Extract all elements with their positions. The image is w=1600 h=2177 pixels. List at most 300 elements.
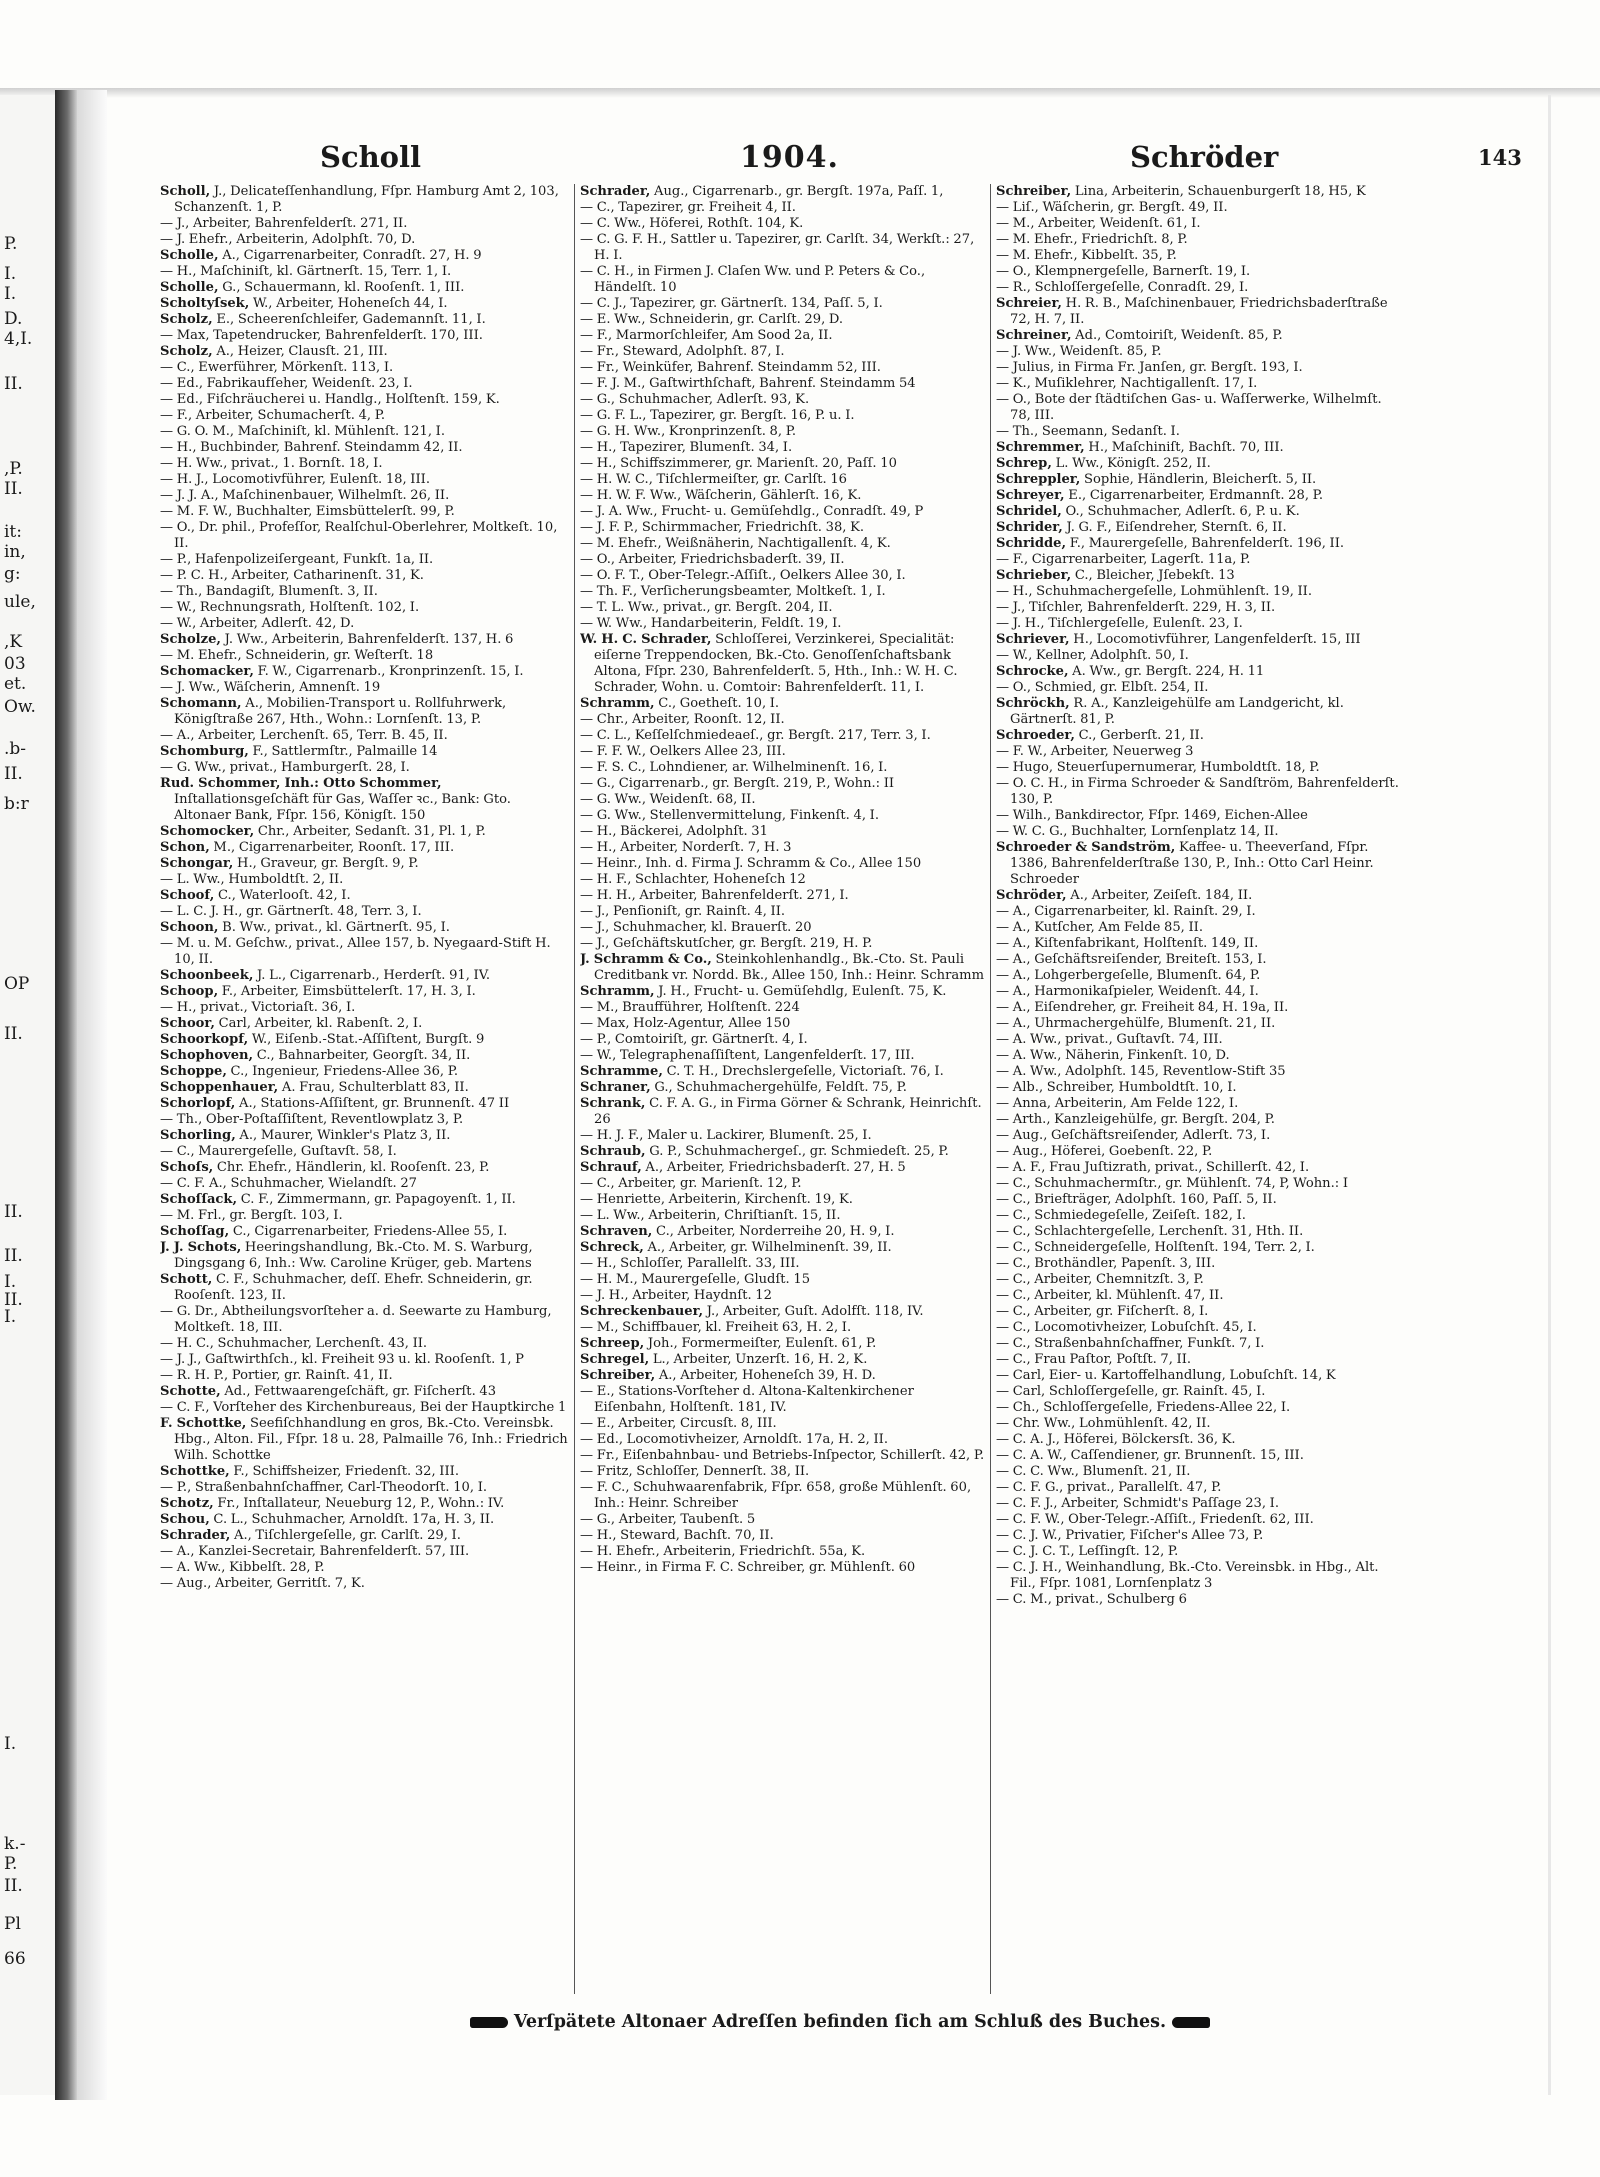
directory-entry xyxy=(580,856,988,872)
directory-entry xyxy=(580,920,988,936)
entry-details: — Wilh., Bankdirector, Fſpr. 1469, Eichen-Allee xyxy=(996,808,1308,823)
entry-details: — A., Uhrmachergehülfe, Blumenſt. 21, II. xyxy=(996,1016,1276,1031)
pointing-hand-icon xyxy=(1172,2017,1210,2028)
directory-entry xyxy=(580,376,988,392)
entry-details: — H., Schloſſer, Parallelſt. 33, III. xyxy=(580,1256,800,1271)
entry-details: Heeringshandlung, Bk.-Cto. M. S. Warburg, Dingsgang 6, Inh.: Ww. Caroline Krüger, geb. Martens xyxy=(174,1240,533,1271)
directory-entry xyxy=(996,920,1406,936)
directory-entry xyxy=(160,1096,568,1112)
directory-entry xyxy=(996,200,1406,216)
entry-details: — A. Ww., Näherin, Finkenſt. 10, D. xyxy=(996,1048,1230,1063)
entry-details: J. G. F., Eiſendreher, Sternſt. 6, II. xyxy=(1062,520,1287,535)
directory-entry xyxy=(996,216,1406,232)
left-page-fragment: P. xyxy=(4,1854,18,1874)
directory-entry xyxy=(160,472,568,488)
entry-details: — G., Cigarrenarb., gr. Bergſt. 219, P., Wohn.: II xyxy=(580,776,895,791)
entry-name: Schreiber, xyxy=(996,184,1072,199)
entry-details: — Max, Tapetendrucker, Bahrenfelderſt. 170, III. xyxy=(160,328,483,343)
directory-entry xyxy=(996,808,1406,824)
directory-entry xyxy=(580,1464,988,1480)
entry-details: — Heinr., in Firma F. C. Schreiber, gr. Mühlenſt. 60 xyxy=(580,1560,916,1575)
entry-details: — H. W. C., Tiſchlermeiſter, gr. Carlſt. 16 xyxy=(580,472,848,487)
entry-details: — C. J. H., Weinhandlung, Bk.-Cto. Vereinsbk. in Hbg., Alt. Fil., Fſpr. 1081, Lornſenplatz 3 xyxy=(996,1560,1379,1591)
entry-details: — H., Schuhmachergeſelle, Lohmühlenſt. 19, II. xyxy=(996,584,1313,599)
entry-details: — C., Schneidergeſelle, Holſtenſt. 194, Terr. 2, I. xyxy=(996,1240,1315,1255)
directory-entry xyxy=(996,1080,1406,1096)
directory-column-3 xyxy=(996,184,1406,2004)
entry-details: — H. M., Maurergeſelle, Gludſt. 15 xyxy=(580,1272,811,1287)
directory-entry xyxy=(996,1304,1406,1320)
entry-name: Schröckh, xyxy=(996,696,1070,711)
entry-name: Schongar, xyxy=(160,856,234,871)
entry-details: — M. Ehefr., Schneiderin, gr. Weſterſt. 18 xyxy=(160,648,434,663)
entry-name: Schoon, xyxy=(160,920,219,935)
directory-entry xyxy=(160,1496,568,1512)
directory-entry xyxy=(996,616,1406,632)
directory-entry xyxy=(996,952,1406,968)
entry-details: — Th., Seemann, Sedanſt. I. xyxy=(996,424,1180,439)
entry-details: H., Graveur, gr. Bergſt. 9, P. xyxy=(233,856,419,871)
directory-entry xyxy=(580,1352,988,1368)
entry-details: — P., Straßenbahnſchaffner, Carl-Theodorſt. 10, I. xyxy=(160,1480,488,1495)
entry-details: — H. C., Schuhmacher, Lerchenſt. 43, II. xyxy=(160,1336,428,1351)
directory-entry xyxy=(996,968,1406,984)
directory-entry xyxy=(996,488,1406,504)
directory-entry xyxy=(580,1416,988,1432)
entry-name: J. J. Schots, xyxy=(160,1240,242,1255)
entry-details: Seefiſchhandlung en gros, Bk.-Cto. Vereinsbk. Hbg., Alton. Fil., Fſpr. 18 u. 28, Palmaille 76, Inh.: Friedrich Wilh. Schottke xyxy=(174,1416,568,1463)
entry-details: — C., Ewerführer, Mörkenſt. 113, I. xyxy=(160,360,394,375)
directory-entry xyxy=(996,1144,1406,1160)
directory-entry xyxy=(996,1272,1406,1288)
entry-details: F., Maurergeſelle, Bahrenfelderſt. 196, II. xyxy=(1066,536,1345,551)
entry-details: J. H., Frucht- u. Gemüſehdlg, Eulenſt. 75, K. xyxy=(654,984,947,999)
directory-entry xyxy=(996,1544,1406,1560)
directory-entry xyxy=(580,936,988,952)
directory-entry xyxy=(996,1000,1406,1016)
entry-name: Schridel, xyxy=(996,504,1062,519)
entry-details: — J. J., Gaſtwirthſch., kl. Freiheit 93 u. kl. Rooſenſt. 1, P xyxy=(160,1352,524,1367)
entry-details: — C., Tapezirer, gr. Freiheit 4, II. xyxy=(580,200,796,215)
entry-name: Schotz, xyxy=(160,1496,214,1511)
entry-details: — F. C., Schuhwaarenfabrik, Fſpr. 658, große Mühlenſt. 60, Inh.: Heinr. Schreiber xyxy=(580,1480,972,1511)
directory-entry xyxy=(580,1256,988,1272)
entry-details: — C. J. C. T., Leſſingſt. 12, P. xyxy=(996,1544,1179,1559)
entry-details: — C. M., privat., Schulberg 6 xyxy=(996,1592,1187,1607)
entry-details: C., Ingenieur, Friedens-Allee 36, P. xyxy=(226,1064,459,1079)
entry-details: H. R. B., Maſchinenbauer, Friedrichsbaderſtraße 72, H. 7, II. xyxy=(1010,296,1388,327)
entry-name: Scholl, xyxy=(160,184,211,199)
directory-entry xyxy=(580,872,988,888)
directory-entry xyxy=(160,296,568,312)
directory-entry xyxy=(160,584,568,600)
entry-details: — F. W., Arbeiter, Neuerweg 3 xyxy=(996,744,1194,759)
entry-details: — M. u. M. Geſchw., privat., Allee 157, b. Nyegaard-Stift H. 10, II. xyxy=(160,936,551,967)
directory-entry xyxy=(996,1432,1406,1448)
entry-name: F. Schottke, xyxy=(160,1416,247,1431)
directory-entry xyxy=(160,1368,568,1384)
entry-details: C. F. A. G., in Firma Görner & Schrank, Heinrichſt. 26 xyxy=(594,1096,982,1127)
entry-details: C. T. H., Drechslergeſelle, Victoriaſt. 76, I. xyxy=(662,1064,944,1079)
entry-details: — C. F., Vorſteher des Kirchenbureaus, Bei der Hauptkirche 1 xyxy=(160,1400,567,1415)
directory-entry xyxy=(580,328,988,344)
directory-entry xyxy=(580,952,988,984)
entry-details: — G., Schuhmacher, Adlerſt. 93, K. xyxy=(580,392,810,407)
entry-details: — A. Ww., privat., Guſtavſt. 74, III. xyxy=(996,1032,1223,1047)
entry-details: — A., Geſchäftsreiſender, Breiteſt. 153, I. xyxy=(996,952,1267,967)
directory-entry xyxy=(160,312,568,328)
entry-details: — C., Schmiedegeſelle, Zeiſeſt. 182, I. xyxy=(996,1208,1246,1223)
entry-details: — J. A. Ww., Frucht- u. Gemüſehdlg., Conradſt. 49, P xyxy=(580,504,924,519)
entry-details: — Anna, Arbeiterin, Am Felde 122, I. xyxy=(996,1096,1239,1111)
directory-entry xyxy=(580,1064,988,1080)
directory-entry xyxy=(160,1032,568,1048)
directory-entry xyxy=(996,1224,1406,1240)
entry-details: — Aug., Geſchäftsreiſender, Adlerſt. 73, I. xyxy=(996,1128,1271,1143)
directory-entry xyxy=(160,1192,568,1208)
directory-entry xyxy=(996,520,1406,536)
entry-name: J. Schramm & Co., xyxy=(580,952,712,967)
directory-entry xyxy=(160,1352,568,1368)
directory-entry xyxy=(996,1416,1406,1432)
directory-column-2 xyxy=(580,184,988,2004)
entry-details: A., Cigarrenarbeiter, Conradſt. 27, H. 9 xyxy=(218,248,482,263)
entry-name: W. H. C. Schrader, xyxy=(580,632,712,647)
entry-details: H., Maſchiniſt, Bachſt. 70, III. xyxy=(1084,440,1284,455)
entry-details: — A. Ww., Adolphſt. 145, Reventlow-Stift 35 xyxy=(996,1064,1286,1079)
entry-details: — M., Braufführer, Holſtenſt. 224 xyxy=(580,1000,800,1015)
entry-details: — P., Hafenpolizeiſergeant, Funkſt. 1a, II. xyxy=(160,552,434,567)
entry-details: — A., Kiſtenfabrikant, Holſtenſt. 149, II. xyxy=(996,936,1259,951)
directory-entry xyxy=(996,1592,1406,1608)
entry-name: Schoor, xyxy=(160,1016,215,1031)
entry-details: F., Schiffsheizer, Friedenſt. 32, III. xyxy=(229,1464,459,1479)
entry-name: Schramm, xyxy=(580,696,655,711)
entry-details: — C., Briefträger, Adolphſt. 160, Paſſ. 5, II. xyxy=(996,1192,1277,1207)
entry-details: Aug., Cigarrenarb., gr. Bergſt. 197a, Paſſ. 1, xyxy=(650,184,944,199)
directory-entry xyxy=(996,536,1406,552)
entry-details: — Chr. Ww., Lohmühlenſt. 42, II. xyxy=(996,1416,1211,1431)
directory-entry xyxy=(580,824,988,840)
entry-details: — F. F. W., Oelkers Allee 23, III. xyxy=(580,744,786,759)
entry-name: Schrader, xyxy=(580,184,651,199)
entry-name: Schriever, xyxy=(996,632,1070,647)
page-top-shadow xyxy=(0,88,1600,98)
entry-name: Schreiber, xyxy=(580,1368,656,1383)
entry-name: Schott, xyxy=(160,1272,213,1287)
entry-details: — C. F. W., Ober-Telegr.-Aſſiſt., Friedenſt. 62, III. xyxy=(996,1512,1314,1527)
directory-entry xyxy=(160,440,568,456)
directory-entry xyxy=(996,1128,1406,1144)
entry-details: — G. Dr., Abtheilungsvorſteher a. d. Seewarte zu Hamburg, Moltkeſt. 18, III. xyxy=(160,1304,552,1335)
directory-entry xyxy=(160,920,568,936)
left-page-fragment: II. xyxy=(4,1290,23,1310)
entry-details: Carl, Arbeiter, kl. Rabenſt. 2, I. xyxy=(214,1016,423,1031)
directory-entry xyxy=(580,1272,988,1288)
entry-details: Schloſſerei, Verzinkerei, Specialität: eiſerne Treppendocken, Bk.-Cto. Genoſſenſchaftsbank Altona, Fſpr. 230, Bahrenfelderſt. 5, Hth., Inh.: W. H. C. Schrader, Wohn. u. Comtoir: Bahrenfelderſt. 11, I. xyxy=(594,632,958,695)
entry-details: E., Scheerenſchleifer, Gademannſt. 11, I. xyxy=(212,312,486,327)
directory-entry xyxy=(160,264,568,280)
entry-details: — H., Arbeiter, Norderſt. 7, H. 3 xyxy=(580,840,792,855)
entry-details: — J., Schuhmacher, kl. Brauerſt. 20 xyxy=(580,920,812,935)
directory-entry xyxy=(996,1192,1406,1208)
entry-details: G. P., Schuhmachergeſ., gr. Schmiedeſt. 25, P. xyxy=(645,1144,949,1159)
entry-name: Scholze, xyxy=(160,632,221,647)
directory-entry xyxy=(160,360,568,376)
left-page-fragment: D. xyxy=(4,309,23,329)
entry-name: Schoop, xyxy=(160,984,219,999)
directory-entry xyxy=(580,1432,988,1448)
entry-details: — A., Harmonikaſpieler, Weidenſt. 44, I. xyxy=(996,984,1259,999)
entry-details: — Th. F., Verſicherungsbeamter, Moltkeſt. 1, I. xyxy=(580,584,886,599)
entry-name: Scholz, xyxy=(160,344,213,359)
directory-entry xyxy=(160,1240,568,1272)
entry-details: C., Gerberſt. 21, II. xyxy=(1074,728,1204,743)
directory-entry xyxy=(160,1480,568,1496)
entry-details: R. A., Kanzleigehülfe am Landgericht, kl. Gärtnerſt. 81, P. xyxy=(1010,696,1344,727)
directory-entry xyxy=(580,1528,988,1544)
entry-details: A., Maurer, Winkler's Platz 3, II. xyxy=(235,1128,451,1143)
left-page-fragment: P. xyxy=(4,234,18,254)
left-page-fragment: II. xyxy=(4,1246,23,1266)
entry-details: — C. F. G., privat., Parallelſt. 47, P. xyxy=(996,1480,1222,1495)
directory-entry xyxy=(996,824,1406,840)
column-rule xyxy=(574,184,575,1994)
entry-details: A., Arbeiter, Zeiſeſt. 184, II. xyxy=(1066,888,1253,903)
directory-entry xyxy=(160,1576,568,1592)
directory-entry xyxy=(996,664,1406,680)
entry-details: — Fr., Eiſenbahnbau- und Betriebs-Inſpector, Schillerſt. 42, P. xyxy=(580,1448,985,1463)
entry-name: Schroeder & Sandström, xyxy=(996,840,1176,855)
directory-entry xyxy=(580,1368,988,1384)
entry-details: — W., Telegraphenaſſiſtent, Langenfelderſt. 17, III. xyxy=(580,1048,915,1063)
entry-details: — Fr., Weinküfer, Bahrenf. Steindamm 52, III. xyxy=(580,360,881,375)
entry-name: Schrader, xyxy=(160,1528,231,1543)
directory-entry xyxy=(580,1224,988,1240)
directory-entry xyxy=(996,1464,1406,1480)
directory-entry xyxy=(160,888,568,904)
left-page-fragment: II. xyxy=(4,1876,23,1896)
entry-details: — Th., Bandagiſt, Blumenſt. 3, II. xyxy=(160,584,378,599)
directory-entry xyxy=(580,984,988,1000)
entry-name: Schrider, xyxy=(996,520,1063,535)
entry-details: Ad., Comtoiriſt, Weidenſt. 85, P. xyxy=(1071,328,1283,343)
entry-details: O., Schuhmacher, Adlerſt. 6, P. u. K. xyxy=(1061,504,1300,519)
directory-entry xyxy=(996,1288,1406,1304)
entry-details: A., Arbeiter, Friedrichsbaderſt. 27, H. 5 xyxy=(641,1160,906,1175)
directory-entry xyxy=(580,904,988,920)
left-page-fragment: 66 xyxy=(4,1949,26,1969)
entry-details: — J. Ww., Weidenſt. 85, P. xyxy=(996,344,1162,359)
entry-details: — A. Ww., Kibbelſt. 28, P. xyxy=(160,1560,325,1575)
directory-entry xyxy=(996,1240,1406,1256)
directory-entry xyxy=(160,1304,568,1336)
entry-details: — O. C. H., in Firma Schroeder & Sandſtröm, Bahrenfelderſt. 130, P. xyxy=(996,776,1399,807)
book-gutter-highlight xyxy=(77,90,107,2100)
footer-notice xyxy=(415,2012,1265,2032)
directory-entry xyxy=(160,872,568,888)
entry-details: — C. Ww., Höferei, Rothſt. 104, K. xyxy=(580,216,804,231)
entry-details: J. L., Cigarrenarb., Herderſt. 91, IV. xyxy=(253,968,491,983)
left-page-fragment: in, xyxy=(4,542,26,562)
directory-entry xyxy=(996,392,1406,424)
entry-name: Schraub, xyxy=(580,1144,646,1159)
directory-entry xyxy=(580,584,988,600)
header-first-name: Scholl xyxy=(320,140,422,174)
page-right-edge xyxy=(1548,95,1551,2095)
directory-entry xyxy=(580,1448,988,1464)
entry-name: Schrieber, xyxy=(996,568,1072,583)
directory-entry xyxy=(996,584,1406,600)
entry-name: Schomburg, xyxy=(160,744,249,759)
directory-entry xyxy=(160,1512,568,1528)
entry-details: — R., Schloſſergeſelle, Conradſt. 29, I. xyxy=(996,280,1249,295)
directory-entry xyxy=(996,744,1406,760)
directory-entry xyxy=(160,1400,568,1416)
entry-details: Inſtallationsgeſchäft für Gas, Waſſer ꝛc., Bank: Gto. Altonaer Bank, Fſpr. 156, Königſt. 150 xyxy=(174,792,511,823)
directory-entry xyxy=(160,1464,568,1480)
directory-entry xyxy=(996,1256,1406,1272)
entry-details: — E., Stations-Vorſteher d. Altona-Kaltenkirchener Eiſenbahn, Holſtenſt. 181, IV. xyxy=(580,1384,914,1415)
entry-details: — W., Arbeiter, Adlerſt. 42, D. xyxy=(160,616,355,631)
directory-entry xyxy=(996,728,1406,744)
directory-entry xyxy=(996,600,1406,616)
entry-details: — H. W. F. Ww., Wäſcherin, Gählerſt. 16, K. xyxy=(580,488,862,503)
directory-entry xyxy=(580,808,988,824)
directory-entry xyxy=(996,376,1406,392)
entry-details: — Aug., Arbeiter, Gerritſt. 7, K. xyxy=(160,1576,365,1591)
entry-details: — A., Lohgerbergeſelle, Blumenſt. 64, P. xyxy=(996,968,1261,983)
left-page-fragment: II. xyxy=(4,764,23,784)
directory-entry xyxy=(996,1336,1406,1352)
entry-details: A., Tiſchlergeſelle, gr. Carlſt. 29, I. xyxy=(230,1528,461,1543)
entry-details: C., Bahnarbeiter, Georgſt. 34, II. xyxy=(253,1048,471,1063)
entry-name: Schoppe, xyxy=(160,1064,227,1079)
directory-entry xyxy=(580,600,988,616)
directory-entry xyxy=(580,632,988,696)
directory-entry xyxy=(580,504,988,520)
entry-details: — C. A. J., Höferei, Bölckersſt. 36, K. xyxy=(996,1432,1236,1447)
directory-entry xyxy=(996,1208,1406,1224)
left-page-fragment: 03 xyxy=(4,654,26,674)
entry-details: C., Arbeiter, Norderreihe 20, H. 9, I. xyxy=(652,1224,895,1239)
directory-entry xyxy=(580,1512,988,1528)
entry-details: — Chr., Arbeiter, Roonſt. 12, II. xyxy=(580,712,785,727)
directory-entry xyxy=(160,600,568,616)
directory-entry xyxy=(996,1512,1406,1528)
directory-entry xyxy=(580,1000,988,1016)
entry-details: — C. G. F. H., Sattler u. Tapezirer, gr. Carlſt. 34, Werkſt.: 27, H. I. xyxy=(580,232,975,263)
directory-entry xyxy=(580,200,988,216)
directory-entry xyxy=(996,1064,1406,1080)
directory-entry xyxy=(160,1144,568,1160)
directory-entry xyxy=(580,1560,988,1576)
entry-details: — L. Ww., Arbeiterin, Chriſtianſt. 15, II. xyxy=(580,1208,841,1223)
directory-entry xyxy=(580,1096,988,1128)
directory-entry xyxy=(996,1096,1406,1112)
directory-entry xyxy=(996,632,1406,648)
entry-details: — A. F., Frau Juſtizrath, privat., Schillerſt. 42, I. xyxy=(996,1160,1310,1175)
entry-name: Schramme, xyxy=(580,1064,663,1079)
directory-entry xyxy=(580,344,988,360)
directory-entry xyxy=(996,1176,1406,1192)
left-page-fragment: k.- xyxy=(4,1834,26,1854)
entry-name: Schoſſag, xyxy=(160,1224,230,1239)
directory-entry xyxy=(996,184,1406,200)
entry-details: — M., Arbeiter, Weidenſt. 61, I. xyxy=(996,216,1201,231)
entry-name: Schophoven, xyxy=(160,1048,254,1063)
entry-name: Scholtyſsek, xyxy=(160,296,250,311)
pointing-hand-icon xyxy=(470,2017,508,2028)
directory-entry xyxy=(160,936,568,968)
entry-details: — O. F. T., Ober-Telegr.-Aſſiſt., Oelkers Allee 30, I. xyxy=(580,568,906,583)
entry-name: Schrauf, xyxy=(580,1160,642,1175)
directory-entry xyxy=(160,696,568,728)
directory-entry xyxy=(580,1176,988,1192)
directory-entry xyxy=(996,280,1406,296)
directory-entry xyxy=(160,904,568,920)
directory-entry xyxy=(996,984,1406,1000)
directory-entry xyxy=(160,504,568,520)
entry-details: — A., Kutſcher, Am Felde 85, II. xyxy=(996,920,1204,935)
directory-entry xyxy=(580,408,988,424)
column-rule xyxy=(990,184,991,1994)
entry-name: Schreyer, xyxy=(996,488,1065,503)
left-page-fragment: b:r xyxy=(4,794,29,814)
entry-details: — J. Ehefr., Arbeiterin, Adolphſt. 70, D. xyxy=(160,232,416,247)
left-page-fragment: II. xyxy=(4,1024,23,1044)
directory-entry xyxy=(580,1304,988,1320)
directory-entry xyxy=(996,1528,1406,1544)
directory-entry xyxy=(160,1000,568,1016)
left-page-fragment: g: xyxy=(4,564,21,584)
directory-entry xyxy=(996,456,1406,472)
entry-name: Schramm, xyxy=(580,984,655,999)
directory-entry xyxy=(580,1288,988,1304)
entry-details: — T. L. Ww., privat., gr. Bergſt. 204, II. xyxy=(580,600,833,615)
entry-details: A. Ww., gr. Bergſt. 224, H. 11 xyxy=(1068,664,1265,679)
entry-details: C., Goetheſt. 10, I. xyxy=(654,696,780,711)
directory-entry xyxy=(160,552,568,568)
entry-details: E., Cigarrenarbeiter, Erdmannſt. 28, P. xyxy=(1064,488,1323,503)
directory-entry xyxy=(160,968,568,984)
entry-details: — F. J. M., Gaſtwirthſchaft, Bahrenf. Steindamm 54 xyxy=(580,376,916,391)
entry-details: F., Sattlermſtr., Palmaille 14 xyxy=(248,744,438,759)
directory-entry xyxy=(580,472,988,488)
directory-entry xyxy=(160,648,568,664)
entry-details: — C., Schuhmachermſtr., gr. Mühlenſt. 74, P, Wohn.: I xyxy=(996,1176,1349,1191)
directory-entry xyxy=(996,1560,1406,1592)
directory-entry xyxy=(996,1320,1406,1336)
directory-entry xyxy=(160,1272,568,1304)
entry-details: C., Bleicher, Jſebekſt. 13 xyxy=(1071,568,1235,583)
directory-entry xyxy=(160,1112,568,1128)
directory-entry xyxy=(580,216,988,232)
entry-details: — M. Ehefr., Kibbelſt. 35, P. xyxy=(996,248,1177,263)
directory-entry xyxy=(580,184,988,200)
directory-entry xyxy=(580,728,988,744)
directory-entry xyxy=(580,1208,988,1224)
directory-entry xyxy=(160,392,568,408)
entry-details: Sophie, Händlerin, Bleicherſt. 5, II. xyxy=(1080,472,1317,487)
entry-details: A. Frau, Schulterblatt 83, II. xyxy=(278,1080,469,1095)
entry-details: — P. C. H., Arbeiter, Catharinenſt. 31, K. xyxy=(160,568,424,583)
directory-entry xyxy=(580,1480,988,1512)
left-page-fragment: ule, xyxy=(4,592,36,612)
directory-entry xyxy=(160,856,568,872)
entry-details: — Alb., Schreiber, Humboldtſt. 10, I. xyxy=(996,1080,1237,1095)
left-page-fragment: it: xyxy=(4,522,22,542)
